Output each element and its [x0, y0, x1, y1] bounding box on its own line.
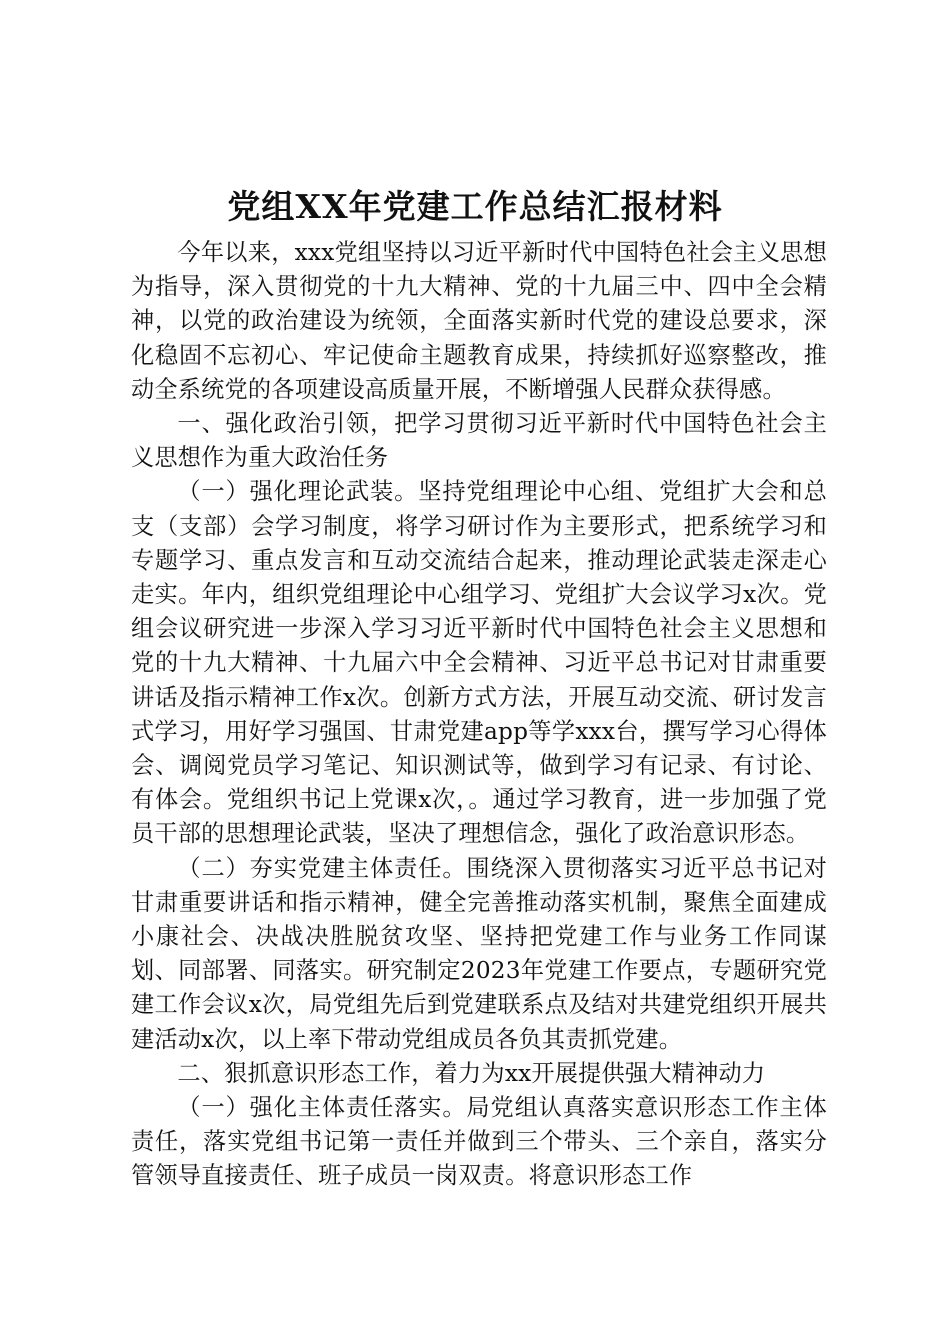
- intro-paragraph: 今年以来，xxx党组坚持以习近平新时代中国特色社会主义思想为指导，深入贯彻党的十九大精神、党的十九届三中、四中全会精神，以党的政治建设为统领，全面落实新时代党的建设总要求，深化稳固不忘初心、牢记使命主题教育成果，持续抓好巡察整改，推动全系统党的各项建设高质量开展，不断增强人民群众获得感。: [131, 239, 827, 403]
- document-title: 党组XX年党建工作总结汇报材料: [227, 187, 723, 226]
- subsection-1-2-paragraph: （二）夯实党建主体责任。围绕深入贯彻落实习近平总书记对甘肃重要讲话和指示精神，健全完善推动落实机制，聚焦全面建成小康社会、决战决胜脱贫攻坚、坚持把党建工作与业务工作同谋划、同部署、同落实。研究制定2023年党建工作要点，专题研究党建工作会议x次，局党组先后到党建联系点及结对共建党组织开展共建活动x次，以上率下带动党组成员各负其责抓党建。: [131, 854, 827, 1053]
- section-heading-1: 一、强化政治引领，把学习贯彻习近平新时代中国特色社会主义思想作为重大政治任务: [131, 410, 827, 472]
- section-heading-2: 二、狠抓意识形态工作，着力为xx开展提供强大精神动力: [177, 1059, 766, 1087]
- subsection-2-1-paragraph: （一）强化主体责任落实。局党组认真落实意识形态工作主体责任，落实党组书记第一责任并做到三个带头、三个亲自，落实分管领导直接责任、班子成员一岗双责。将意识形态工作: [131, 1094, 827, 1190]
- subsection-1-1-paragraph: （一）强化理论武装。坚持党组理论中心组、党组扩大会和总支（支部）会学习制度，将学习研讨作为主要形式，把系统学习和专题学习、重点发言和互动交流结合起来，推动理论武装走深走心走实。年内，组织党组理论中心组学习、党组扩大会议学习x次。党组会议研究进一步深入学习习近平新时代中国特色社会主义思想和党的十九大精神、十九届六中全会精神、习近平总书记对甘肃重要讲话及指示精神工作x次。创新方式方法，开展互动交流、研讨发言式学习，用好学习强国、甘肃党建app等学xxx台，撰写学习心得体会、调阅党员学习笔记、知识测试等，做到学习有记录、有讨论、有体会。党组织书记上党课x次，。通过学习教育，进一步加强了党员干部的思想理论武装，坚决了理想信念，强化了政治意识形态。: [131, 478, 827, 848]
- document-body: [131, 236, 827, 1194]
